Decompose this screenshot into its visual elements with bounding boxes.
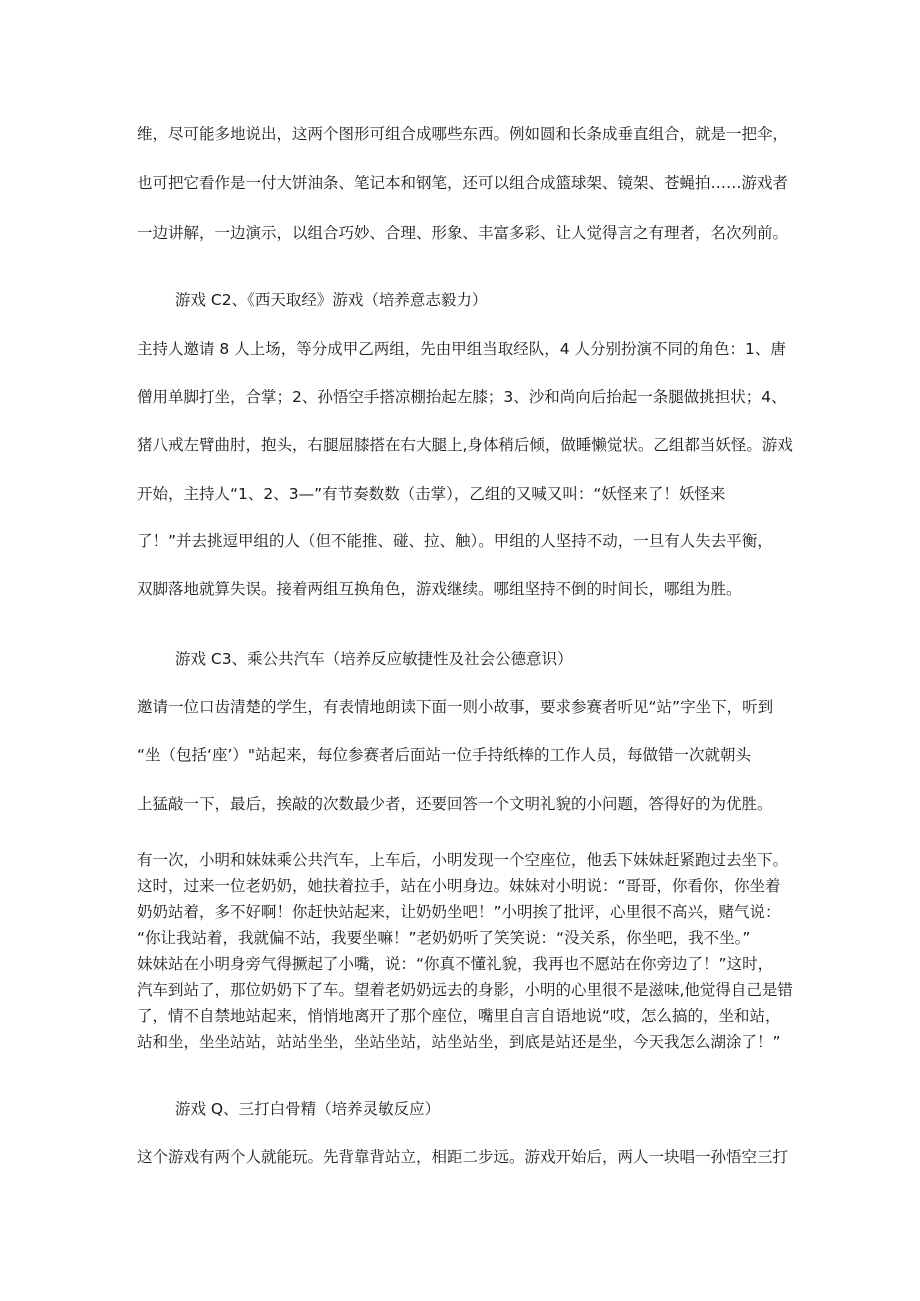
story-line: 妹妹站在小明身旁气得撅起了小嘴，说：“你真不懂礼貌，我再也不愿站在你旁边了！”这时， (137, 955, 774, 973)
paragraph-line: 上猛敲一下，最后，挨敲的次数最少者，还要回答一个文明礼貌的小问题，答得好的为优胜。 (137, 795, 773, 813)
story-line: 奶奶站着，多不好啊！你赶快站起来，让奶奶坐吧！”小明挨了批评，心里很不高兴，赌气说： (137, 903, 781, 921)
story-line: 站和坐，坐坐站站，站站坐坐，坐站坐站，站坐站坐，到底是站还是坐，今天我怎么湖涂了！” (137, 1033, 781, 1051)
intro-line: 也可把它看作是一付大饼油条、笔记本和钢笔，还可以组合成篮球架、镜架、苍蝇拍……游戏者 (137, 174, 789, 192)
paragraph-line: 开始，主持人“1、2、3—”有节奏数数（击掌），乙组的又喊又叫：“妖怪来了！妖怪来 (137, 485, 726, 503)
section-heading-c3: 游戏 C3、乘公共汽车（培养反应敏捷性及社会公德意识） (175, 650, 573, 668)
story-line: 汽车到站了，那位奶奶下了车。望着老奶奶远去的身影，小明的心里很不是滋味,他觉得自己是错 (137, 981, 793, 999)
paragraph-line: 僧用单脚打坐，合掌；2、孙悟空手搭凉棚抬起左膝；3、沙和尚向后抬起一条腿做挑担状；4、 (137, 388, 787, 406)
story-line: 有一次，小明和妹妹乘公共汽车，上车后，小明发现一个空座位，他丢下妹妹赶紧跑过去坐下。 (137, 851, 789, 869)
story-line: 这时，过来一位老奶奶，她扶着拉手，站在小明身边。妹妹对小明说：“哥哥，你看你，你坐着 (137, 877, 781, 895)
paragraph-line: 这个游戏有两个人就能玩。先背靠背站立，相距二步远。游戏开始后，两人一块唱一孙悟空三打 (137, 1148, 789, 1166)
paragraph-line: 主持人邀请 8 人上场，等分成甲乙两组，先由甲组当取经队，4 人分别扮演不同的角色：1、唐 (137, 340, 786, 358)
intro-line: 一边讲解，一边演示，以组合巧妙、合理、形象、丰富多彩、让人觉得言之有理者，名次列前。 (137, 224, 789, 242)
section-heading-q: 游戏 Q、三打白骨精（培养灵敏反应） (175, 1100, 441, 1118)
story-line: 了，情不自禁地站起来，悄悄地离开了那个座位，嘴里自言自语地说“哎，怎么搞的，坐和站， (137, 1007, 781, 1025)
section-heading-c2: 游戏 C2、《西天取经》游戏（培养意志毅力） (175, 291, 488, 309)
story-line: “你让我站着，我就偏不站，我要坐嘛！”老奶奶听了笑笑说：“没关系，你坐吧，我不坐。” (137, 929, 751, 947)
paragraph-line: 猪八戒左臂曲肘，抱头，右腿屈膝搭在右大腿上,身体稍后倾，做睡懒觉状。乙组都当妖怪。游戏 (137, 436, 793, 454)
paragraph-line: 双脚落地就算失误。接着两组互换角色，游戏继续。哪组坚持不倒的时间长，哪组为胜。 (137, 580, 742, 598)
intro-line: 维，尽可能多地说出，这两个图形可组合成哪些东西。例如圆和长条成垂直组合，就是一把伞， (137, 125, 789, 143)
paragraph-line: 邀请一位口齿清楚的学生，有表情地朗读下面一则小故事，要求参赛者听见“站”字坐下，听到 (137, 698, 774, 716)
paragraph-line: 了！”并去挑逗甲组的人（但不能推、碰、拉、触）。甲组的人坚持不动，一旦有人失去平衡， (137, 532, 773, 550)
paragraph-line: “坐（包括‘座’）"站起来，每位参赛者后面站一位手持纸棒的工作人员，每做错一次就朝头 (137, 746, 752, 764)
